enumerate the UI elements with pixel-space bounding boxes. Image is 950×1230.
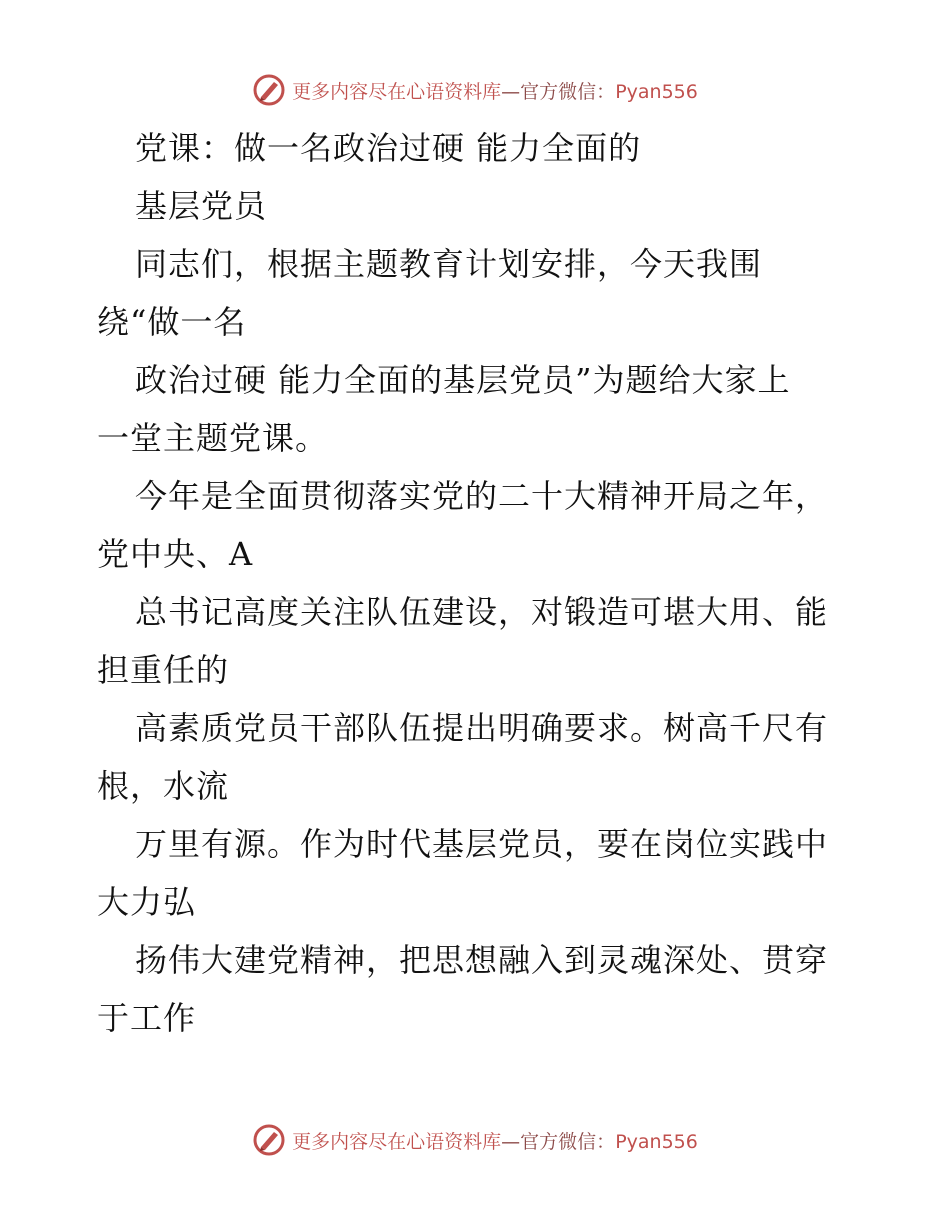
banner-wechat-label: 官方微信： [520, 1130, 616, 1153]
pen-logo-icon [252, 73, 286, 107]
banner-separator: — [501, 80, 521, 103]
banner-separator: — [501, 1130, 521, 1153]
banner-wechat-id: Pyan556 [615, 80, 698, 103]
banner-text [292, 77, 698, 104]
paragraph-line: 扬伟大建党精神，把思想融入到灵魂深处、贯穿 [135, 941, 829, 979]
header-banner [0, 70, 950, 110]
paragraph-line: 同志们，根据主题教育计划安排，今天我围 [135, 245, 763, 283]
paragraph-line: 党中央、A [97, 535, 254, 573]
banner-site-name: 更多内容尽在心语资料库 [292, 1130, 502, 1153]
paragraph-line: 大力弘 [97, 883, 197, 921]
banner-site-name: 更多内容尽在心语资料库 [292, 80, 502, 103]
pen-logo-icon [252, 1123, 286, 1157]
title-line-1: 党课：做一名政治过硬 能力全面的 [135, 129, 642, 167]
footer-banner [0, 1120, 950, 1160]
banner-text [292, 1127, 698, 1154]
paragraph-line: 今年是全面贯彻落实党的二十大精神开局之年， [135, 477, 829, 515]
paragraph-line: 担重任的 [97, 651, 230, 689]
paragraph-line: 高素质党员干部队伍提出明确要求。树高千尺有 [135, 709, 829, 747]
paragraph-line: 绕“做一名 [97, 303, 247, 341]
paragraph-line: 于工作 [97, 999, 197, 1037]
paragraph-line: 一堂主题党课。 [97, 419, 329, 457]
paragraph-line: 政治过硬 能力全面的基层党员”为题给大家上 [135, 361, 791, 399]
header-banner-inner [252, 73, 698, 107]
banner-wechat-id: Pyan556 [615, 1130, 698, 1153]
footer-banner-inner [252, 1123, 698, 1157]
paragraph-line: 万里有源。作为时代基层党员，要在岗位实践中 [135, 825, 829, 863]
banner-wechat-label: 官方微信： [520, 80, 616, 103]
paragraph-line: 根，水流 [97, 767, 230, 805]
title-line-2: 基层党员 [135, 187, 268, 225]
paragraph-line: 总书记高度关注队伍建设，对锻造可堪大用、能 [135, 593, 829, 631]
